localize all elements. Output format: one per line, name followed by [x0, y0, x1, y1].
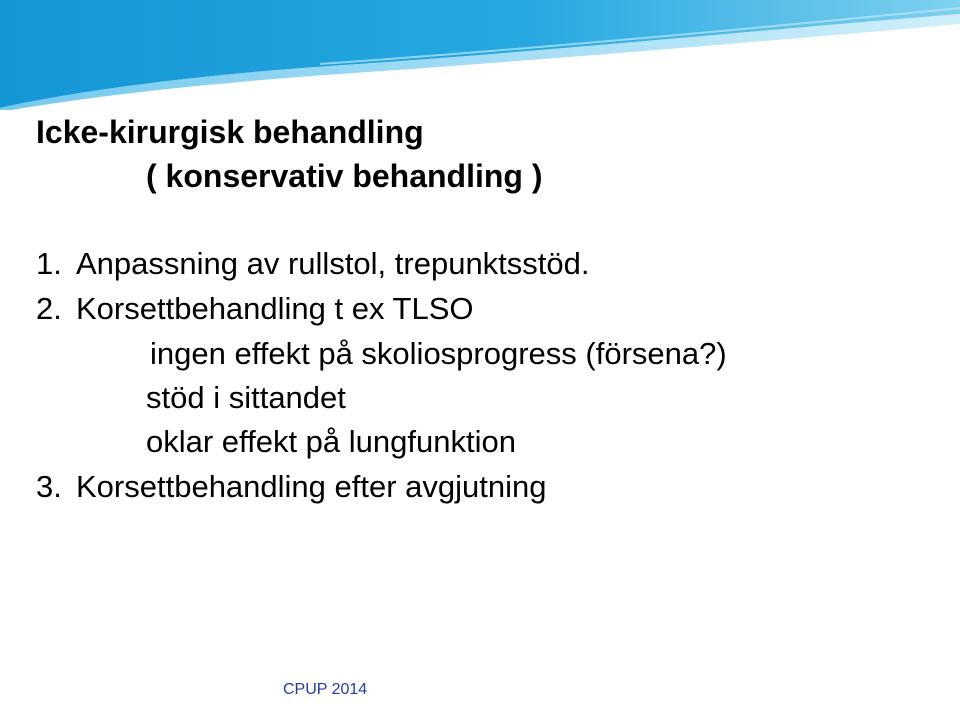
slide-subtitle: ( konservativ behandling ): [146, 158, 543, 194]
footer-label: CPUP 2014: [283, 681, 368, 698]
list-item-1: [36, 244, 590, 284]
list-item-text: Korsettbehandling efter avgjutning: [76, 469, 547, 504]
banner-wave-main: [0, 0, 960, 108]
header-banner: [0, 0, 960, 110]
sub-item-2: stöd i sittandet: [146, 380, 346, 415]
list-item-number: 2.: [36, 291, 62, 326]
sub-item-1: ingen effekt på skoliosprogress (försena?): [150, 336, 727, 371]
list-item-text: Anpassning av rullstol, trepunktsstöd.: [76, 246, 590, 281]
list-item-number: 3.: [36, 469, 62, 504]
list-item-number: 1.: [36, 246, 62, 281]
slide-title: Icke-kirurgisk behandling: [36, 114, 424, 150]
list-item-3: [36, 467, 547, 507]
sub-item-3: oklar effekt på lungfunktion: [146, 424, 516, 459]
list-item-text: Korsettbehandling t ex TLSO: [76, 291, 474, 326]
list-item-2: [36, 289, 474, 329]
